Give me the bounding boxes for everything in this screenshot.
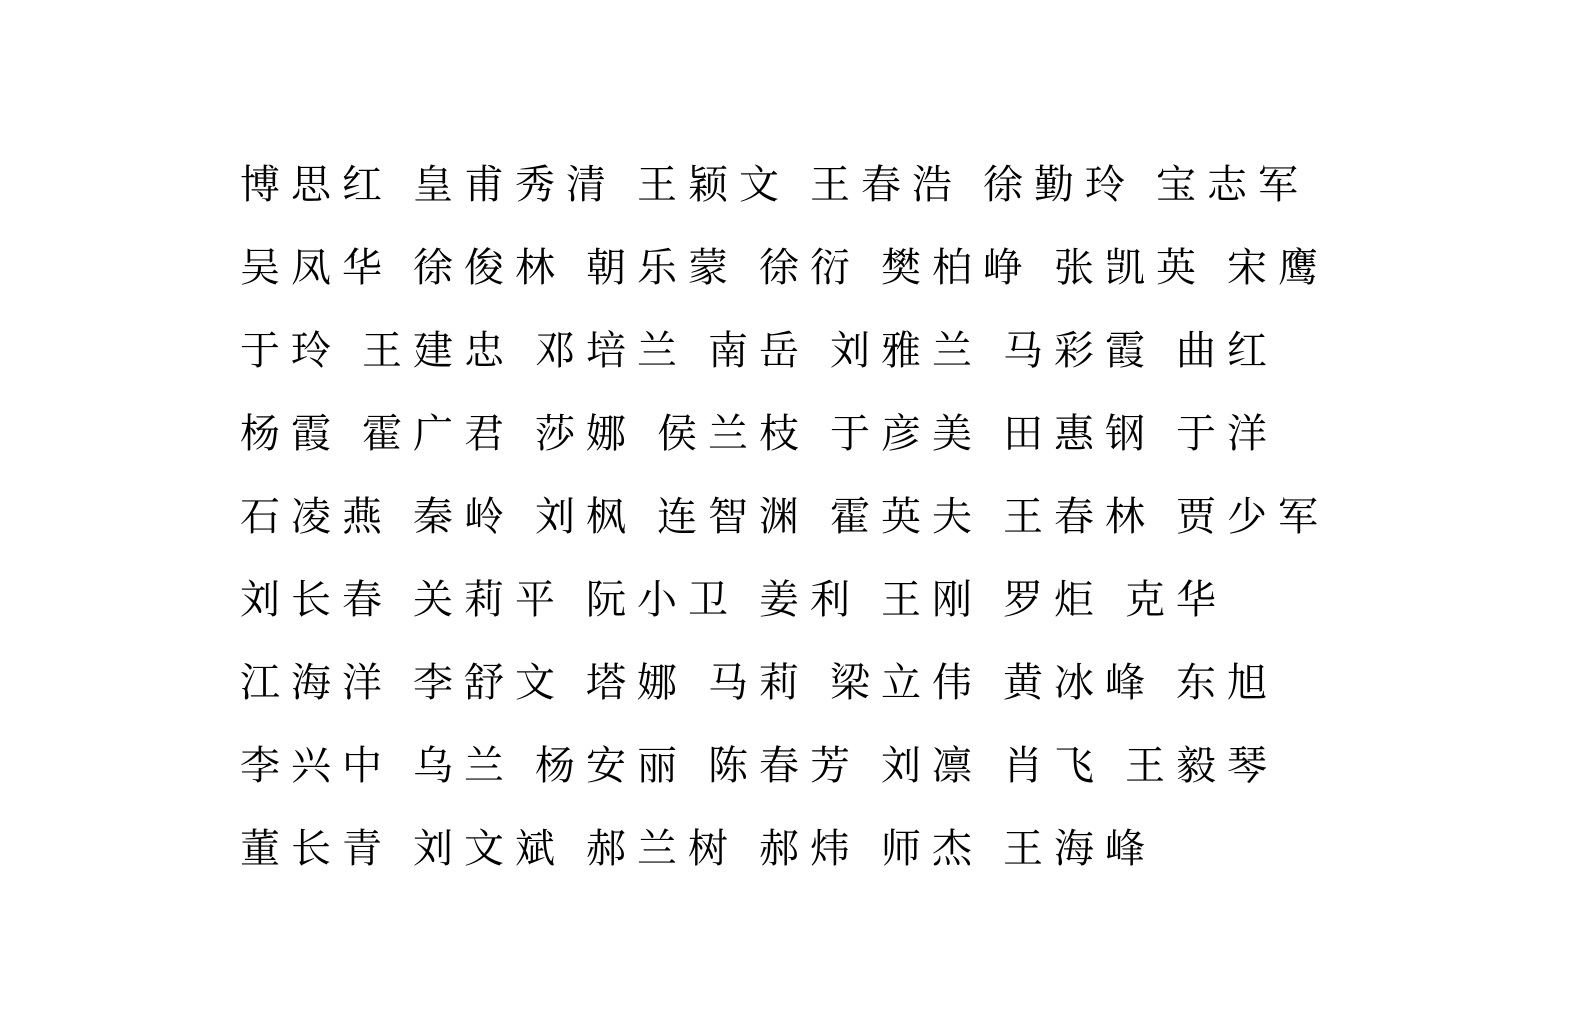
person-name: 于彦美 xyxy=(830,410,983,456)
person-name: 霍英夫 xyxy=(830,493,983,539)
name-list xyxy=(240,143,1380,890)
person-name: 师杰 xyxy=(881,825,983,871)
person-name: 东旭 xyxy=(1176,659,1278,705)
name-row xyxy=(240,143,1380,226)
person-name: 朝乐蒙 xyxy=(586,244,739,290)
person-name: 克华 xyxy=(1125,576,1227,622)
person-name: 王毅琴 xyxy=(1125,742,1278,788)
person-name: 徐衍 xyxy=(759,244,861,290)
person-name: 李舒文 xyxy=(413,659,566,705)
person-name: 南岳 xyxy=(708,327,810,373)
name-row xyxy=(240,226,1380,309)
person-name: 梁立伟 xyxy=(830,659,983,705)
person-name: 张凯英 xyxy=(1054,244,1207,290)
person-name: 王春林 xyxy=(1003,493,1156,539)
person-name: 秦岭 xyxy=(413,493,515,539)
person-name: 皇甫秀清 xyxy=(413,161,617,207)
person-name: 黄冰峰 xyxy=(1003,659,1156,705)
person-name: 罗炬 xyxy=(1003,576,1105,622)
person-name: 莎娜 xyxy=(535,410,637,456)
person-name: 刘凛 xyxy=(881,742,983,788)
person-name: 姜利 xyxy=(759,576,861,622)
person-name: 肖飞 xyxy=(1003,742,1105,788)
person-name: 郝炜 xyxy=(759,825,861,871)
person-name: 董长青 xyxy=(240,825,393,871)
person-name: 于洋 xyxy=(1176,410,1278,456)
name-row xyxy=(240,807,1380,890)
person-name: 刘雅兰 xyxy=(830,327,983,373)
person-name: 马彩霞 xyxy=(1003,327,1156,373)
person-name: 宝志军 xyxy=(1156,161,1309,207)
person-name: 王颖文 xyxy=(637,161,790,207)
person-name: 刘文斌 xyxy=(413,825,566,871)
person-name: 田惠钢 xyxy=(1003,410,1156,456)
name-row xyxy=(240,309,1380,392)
person-name: 王春浩 xyxy=(810,161,963,207)
name-row xyxy=(240,558,1380,641)
person-name: 石凌燕 xyxy=(240,493,393,539)
person-name: 吴凤华 xyxy=(240,244,393,290)
person-name: 于玲 xyxy=(240,327,342,373)
name-row xyxy=(240,724,1380,807)
person-name: 贾少军 xyxy=(1176,493,1329,539)
person-name: 王建忠 xyxy=(362,327,515,373)
person-name: 博思红 xyxy=(240,161,393,207)
person-name: 樊柏峥 xyxy=(881,244,1034,290)
person-name: 徐俊林 xyxy=(413,244,566,290)
person-name: 宋鹰 xyxy=(1227,244,1329,290)
person-name: 陈春芳 xyxy=(708,742,861,788)
name-row xyxy=(240,641,1380,724)
person-name: 刘长春 xyxy=(240,576,393,622)
person-name: 刘枫 xyxy=(535,493,637,539)
person-name: 曲红 xyxy=(1176,327,1278,373)
person-name: 王海峰 xyxy=(1003,825,1156,871)
person-name: 杨安丽 xyxy=(535,742,688,788)
person-name: 侯兰枝 xyxy=(657,410,810,456)
person-name: 马莉 xyxy=(708,659,810,705)
person-name: 杨霞 xyxy=(240,410,342,456)
person-name: 江海洋 xyxy=(240,659,393,705)
person-name: 阮小卫 xyxy=(586,576,739,622)
person-name: 霍广君 xyxy=(362,410,515,456)
person-name: 塔娜 xyxy=(586,659,688,705)
name-row xyxy=(240,475,1380,558)
person-name: 王刚 xyxy=(881,576,983,622)
person-name: 李兴中 xyxy=(240,742,393,788)
person-name: 关莉平 xyxy=(413,576,566,622)
person-name: 乌兰 xyxy=(413,742,515,788)
person-name: 徐勤玲 xyxy=(983,161,1136,207)
name-row xyxy=(240,392,1380,475)
person-name: 连智渊 xyxy=(657,493,810,539)
person-name: 邓培兰 xyxy=(535,327,688,373)
person-name: 郝兰树 xyxy=(586,825,739,871)
